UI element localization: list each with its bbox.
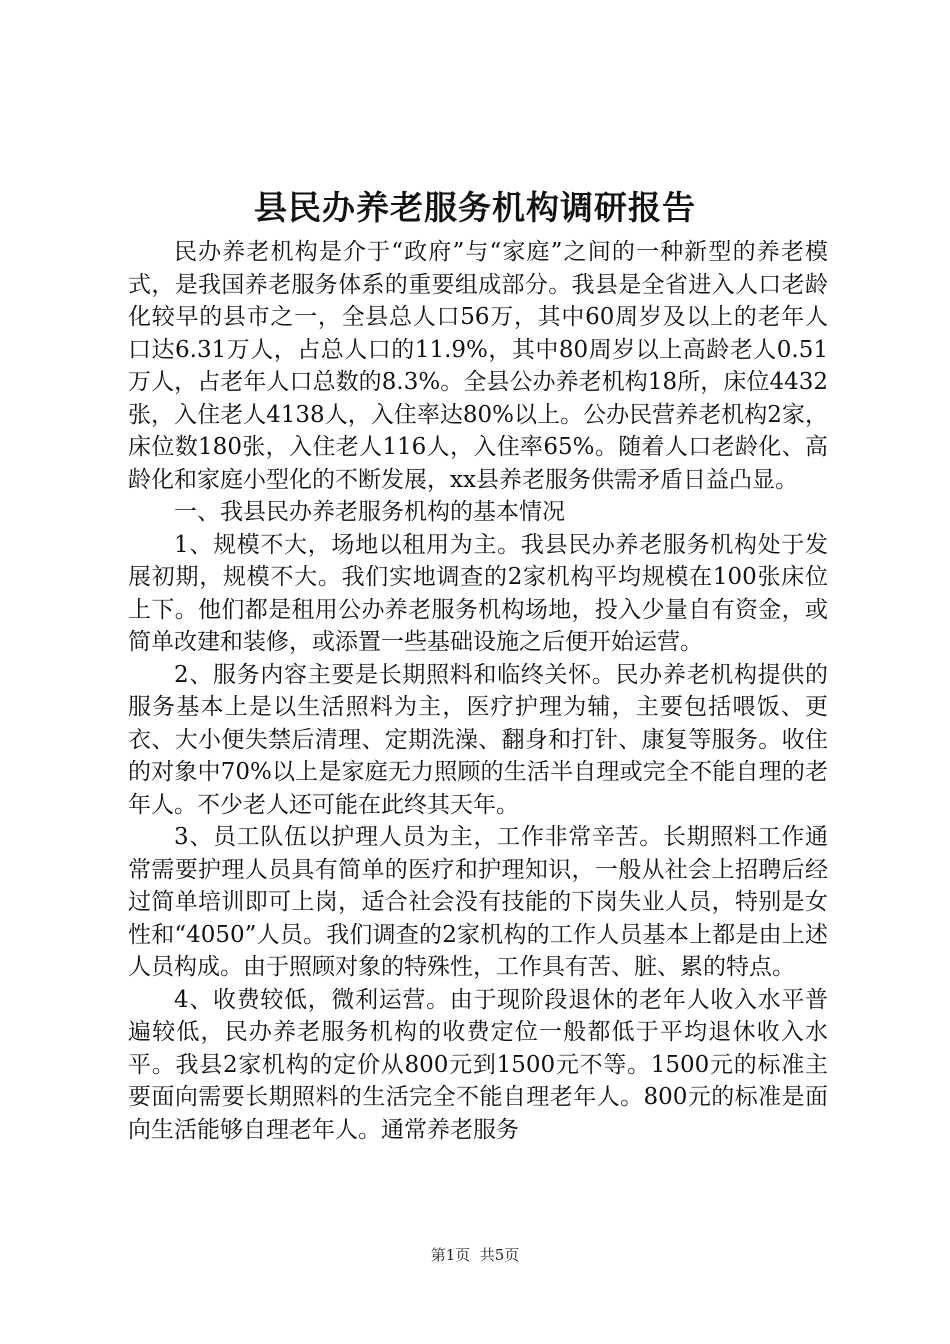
paragraph-point-4: 4、收费较低，微利运营。由于现阶段退休的老年人收入水平普遍较低，民办养老服务机构的收费定位一般都低于平均退休收入水平。我县2家机构的定价从800元到1500元不等。1500元的标准主要面向需要长期照料的生活完全不能自理老年人。800元的标准是面向生活能够自理老年人。通常养老服务 (128, 986, 828, 1143)
document-body (128, 236, 828, 1146)
paragraph-intro: 民办养老机构是介于“政府”与“家庭”之间的一种新型的养老模式，是我国养老服务体系的重要组成部分。我县是全省进入人口老龄化较早的县市之一，全县总人口56万，其中60周岁及以上的老年人口达6.31万人，占总人口的11.9%，其中80周岁以上高龄老人0.51万人，占老年人口总数的8.3%。全县公办养老机构18所，床位4432张，入住老人4138人，入住率达80%以上。公办民营养老机构2家，床位数180张，入住老人116人，入住率65%。随着人口老龄化、高龄化和家庭小型化的不断发展，xx县养老服务供需矛盾日益凸显。 (128, 239, 828, 493)
paragraph-point-3: 3、员工队伍以护理人员为主，工作非常辛苦。长期照料工作通常需要护理人员具有简单的医疗和护理知识，一般从社会上招聘后经过简单培训即可上岗，适合社会没有技能的下岗失业人员，特别是女性和“4050”人员。我们调查的2家机构的工作人员基本上都是由上述人员构成。由于照顾对象的特殊性，工作具有苦、脏、累的特点。 (128, 824, 828, 980)
paragraph-point-2: 2、服务内容主要是长期照料和临终关怀。民办养老机构提供的服务基本上是以生活照料为主，医疗护理为辅，主要包括喂饭、更衣、大小便失禁后清理、定期洗澡、翻身和打针、康复等服务。收住的对象中70%以上是家庭无力照顾的生活半自理或完全不能自理的老年人。不少老人还可能在此终其天年。 (128, 661, 828, 818)
document-title: 县民办养老服务机构调研报告 (254, 188, 696, 227)
section-heading-1: 一、我县民办养老服务机构的基本情况 (174, 499, 565, 525)
page-footer (0, 1245, 950, 1265)
paragraph-point-1: 1、规模不大，场地以租用为主。我县民办养老服务机构处于发展初期，规模不大。我们实地调查的2家机构平均规模在100张床位上下。他们都是租用公办养老服务机构场地，投入少量自有资金，或简单改建和装修，或添置一些基础设施之后便开始运营。 (128, 531, 828, 655)
page-number: 第1页 共5页 (430, 1246, 520, 1264)
